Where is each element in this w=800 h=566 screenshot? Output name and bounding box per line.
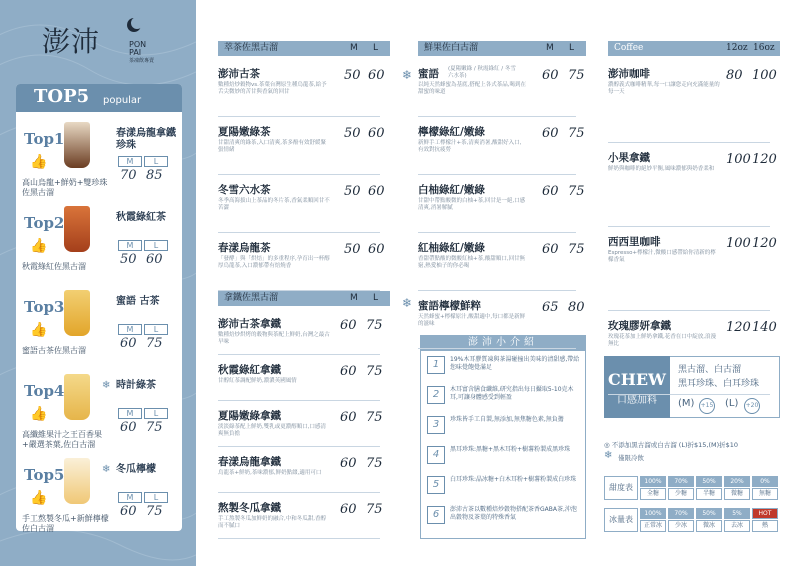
menu-item-desc: 冬季高海拔山上茶品的冬片茶,香氣柔順回甘不苦澀: [218, 198, 330, 211]
menu-item-desc: 新鮮手工檸檬汁+茶,清爽消暑,酸甜好入口,有效對抗疲勞: [418, 140, 522, 153]
row-divider: [218, 446, 380, 447]
menu-item-name: 檸檬綠紅/嫩綠: [418, 126, 485, 138]
col-m-label: M: [546, 43, 554, 53]
row-divider: [608, 310, 770, 311]
menu-item-desc: 淡淡綠茶配上鮮奶,雙乳或更濃醇順口,口感清爽無負擔: [218, 424, 326, 437]
menu-item-name: 秋霞綠紅拿鐵: [218, 364, 281, 376]
size-l-tag: L: [144, 156, 168, 167]
menu-item-desc: 「發酵」與「烘焙」的多重程序,孕育出一杯醇厚烏龍茶,入口濃郁帶有焙燒香: [218, 256, 330, 269]
chew-l-price: +20: [744, 398, 760, 414]
top-item-name: 春漾烏龍拿鐵珍珠: [116, 128, 176, 151]
top-price-l: 75: [146, 504, 163, 519]
menu-price-m: 65: [542, 300, 559, 315]
row-divider: [218, 354, 380, 355]
ice-table-header: 5%: [724, 508, 750, 519]
menu-price-l: 80: [568, 300, 585, 315]
sugar-table-label: 甜度表: [604, 476, 638, 500]
top-rank-label: Top2: [24, 214, 65, 232]
top-price-l: 75: [146, 420, 163, 435]
top-item-name: 蜜語 古茶: [116, 296, 160, 307]
menu-item-name: 西西里咖啡: [608, 236, 661, 248]
row-divider: [418, 290, 576, 291]
section-header-fruit: [418, 41, 586, 56]
sugar-table-value: 半糖: [696, 488, 722, 500]
drink-cup-image: [64, 374, 90, 420]
chew-l-label: (L): [725, 398, 739, 409]
top-price-m: 60: [120, 420, 137, 435]
thumbs-up-icon: 👍: [30, 490, 48, 506]
row-divider: [418, 174, 576, 175]
section-title: Coffee: [614, 43, 644, 53]
menu-price-m: 50: [344, 126, 361, 141]
top-item-desc: 蜜語古茶佐黑古溜: [22, 346, 86, 355]
top-price-m: 60: [120, 336, 137, 351]
menu-price-m: 50: [344, 242, 361, 257]
drink-cup-image: [64, 458, 90, 504]
intro-step-number: 6: [427, 506, 445, 524]
logo-moon-icon: [127, 18, 141, 32]
note-no-topping: ◎ 不添加黑古溜或白古溜 (L)折$15,(M)折$10: [604, 441, 739, 449]
ice-table-value: 少冰: [668, 520, 694, 532]
thumbs-up-icon: 👍: [30, 154, 48, 170]
sugar-table-header: 50%: [696, 476, 722, 487]
menu-item-name: 夏陽嫩綠拿鐵: [218, 410, 281, 422]
size-m-tag: M: [118, 156, 142, 167]
menu-item-name: 春漾烏龍拿鐵: [218, 456, 281, 468]
row-divider: [608, 394, 770, 395]
size-l-tag: L: [144, 240, 168, 251]
top-item-desc: 秋霞綠紅佐黑古溜: [22, 262, 86, 271]
col-l-label: L: [373, 43, 379, 53]
top-item-desc: 手工熬製冬瓜+新鮮檸檬佐白古溜: [22, 514, 109, 533]
size-l-tag: L: [144, 492, 168, 503]
row-divider: [418, 348, 576, 349]
top-rank-label: Top3: [24, 298, 65, 316]
menu-price-l: 75: [366, 364, 383, 379]
row-divider: [218, 232, 380, 233]
menu-price-l: 75: [568, 242, 585, 257]
sugar-table-header: 100%: [640, 476, 666, 487]
col-l-label: L: [373, 293, 379, 303]
menu-price-l: 75: [366, 456, 383, 471]
menu-item-tag: (夏陽嫩綠 / 秋霞綠紅 / 冬雪六水茶): [448, 66, 516, 79]
section-header-black-tea: [218, 41, 390, 56]
menu-price-l: 140: [752, 320, 777, 335]
menu-item-desc: 烏龍茶+鮮奶,茶味濃郁,鮮奶點綴,適用可口: [218, 470, 322, 476]
chew-title-cn: 口感加料: [617, 395, 657, 406]
top-item-desc: 高纖維果汁之王百香果+嚴選茶葉,佐白古溜: [22, 430, 102, 449]
menu-price-l: 75: [568, 68, 585, 83]
row-divider: [218, 290, 380, 291]
menu-item-name: 夏陽嫩綠茶: [218, 126, 271, 138]
menu-price-m: 50: [344, 68, 361, 83]
brand-name: 澎沛: [42, 25, 101, 58]
snowflake-icon: ❄: [604, 450, 613, 461]
menu-price-l: 120: [752, 152, 777, 167]
size-l-tag: L: [144, 408, 168, 419]
col-m-label: M: [350, 293, 358, 303]
section-title: 拿鐵佐黑古溜: [224, 293, 279, 303]
menu-item-desc: 甘甜清爽的綠茶,入口清爽,茶多酚有效舒緩緊張情緒: [218, 140, 326, 153]
row-divider: [608, 142, 770, 143]
top-rank-label: Top4: [24, 382, 65, 400]
menu-price-m: 50: [344, 184, 361, 199]
intro-step-text: 澎沛古茶以數種焙炒穀物搭配茶香GABA茶,沖泡出穀物及茶葉的特殊香氣: [450, 506, 577, 521]
menu-price-m: 60: [340, 502, 357, 517]
menu-item-name: 春漾烏龍茶: [218, 242, 271, 254]
menu-price-l: 60: [368, 126, 385, 141]
menu-item-name: 蜜語檸檬鮮粹: [418, 300, 481, 312]
row-divider: [218, 400, 380, 401]
menu-price-l: 100: [752, 68, 777, 83]
sugar-table-value: 無糖: [752, 488, 778, 500]
row-divider: [418, 116, 576, 117]
intro-step-text: 黑耳珍珠:黑糖+黑木耳粉+樹薯粉製成黑珍珠: [450, 446, 571, 453]
intro-step-number: 1: [427, 356, 445, 374]
menu-item-desc: 甘甜中帶點酸微的白柚+茶,回甘是一絕,口感清爽,消暑解膩: [418, 198, 526, 211]
menu-price-m: 60: [542, 68, 559, 83]
size-m-tag: M: [118, 324, 142, 335]
top-price-m: 50: [120, 252, 137, 267]
menu-item-desc: 天然蜂蜜+檸檬原汁,酸甜適中,每口都是新鮮的滋味: [418, 314, 526, 327]
menu-item-name: 熬製冬瓜拿鐵: [218, 502, 281, 514]
menu-price-m: 60: [340, 318, 357, 333]
top-price-l: 85: [146, 168, 163, 183]
chew-line1: 黑古溜、白古溜: [678, 365, 742, 375]
top-price-m: 60: [120, 504, 137, 519]
top-item-name: 秋霞綠紅茶: [116, 212, 166, 223]
row-divider: [218, 538, 380, 539]
top5-title: TOP5: [34, 86, 90, 107]
sugar-table-header: 0%: [752, 476, 778, 487]
brand-en-1: PON: [129, 40, 147, 49]
top-item-desc: 高山烏龍+鮮奶+雙珍珠佐黑古溜: [22, 178, 108, 197]
chew-label-block: [604, 356, 670, 418]
snowflake-icon: ❄: [102, 464, 111, 475]
ice-table-value: 去冰: [724, 520, 750, 532]
chew-m-price: +15: [699, 398, 715, 414]
menu-price-l: 75: [366, 318, 383, 333]
snowflake-icon: ❄: [402, 296, 413, 310]
ice-table-header: 50%: [696, 508, 722, 519]
row-divider: [608, 226, 770, 227]
row-divider: [218, 174, 380, 175]
menu-price-l: 75: [366, 410, 383, 425]
top-item-name: 時計綠茶: [116, 380, 156, 391]
drink-cup-image: [64, 290, 90, 336]
menu-price-m: 60: [340, 364, 357, 379]
menu-price-m: 80: [726, 68, 743, 83]
menu-item-name: 澎沛咖啡: [608, 68, 650, 80]
sugar-table-value: 微糖: [724, 488, 750, 500]
top-price-l: 75: [146, 336, 163, 351]
sugar-table-header: 20%: [724, 476, 750, 487]
top-price-m: 70: [120, 168, 137, 183]
ice-table-value: 微冰: [696, 520, 722, 532]
row-divider: [418, 232, 576, 233]
menu-price-m: 120: [726, 320, 751, 335]
menu-price-m: 60: [542, 184, 559, 199]
section-header-coffee: [608, 41, 780, 56]
menu-price-m: 60: [542, 126, 559, 141]
intro-step-number: 5: [427, 476, 445, 494]
menu-item-desc: 數種焙炒穀物vs.茶葉台灣原生種烏龍茶,給予舌尖微妙的苦甘與香氣的回甘: [218, 82, 327, 95]
top-price-l: 60: [146, 252, 163, 267]
intro-step-text: 19%木耳膠質凍與茶湯碰撞出美味的清甜感,帶給您味覺飽覺滿足: [450, 356, 580, 371]
menu-price-l: 75: [366, 502, 383, 517]
drink-cup-image: [64, 122, 90, 168]
menu-price-l: 75: [568, 184, 585, 199]
section-title: 萃茶佐黑古溜: [224, 43, 279, 53]
note-cold-only: 僅限冷飲: [618, 454, 644, 462]
menu-item-desc: 濃醇義式咖啡精華,每一口讓您走向充滿能量的每一天: [608, 82, 720, 95]
thumbs-up-icon: 👍: [30, 322, 48, 338]
intro-step-text: 木耳富含膳食纖維,研究指出每日攝取5-10克木耳,可讓身體感受到輕盈: [450, 386, 574, 401]
ice-table-value: 正常冰: [640, 520, 666, 532]
menu-item-desc: 甘醇紅茶調配鮮奶,濃濃英國風情: [218, 378, 297, 384]
col-m-label: 12oz: [726, 43, 748, 53]
chew-m-label: (M): [678, 398, 695, 409]
section-title: 鮮果佐白古溜: [424, 43, 479, 53]
menu-item-desc: 手工熬製冬瓜加鮮奶的融合,中和冬瓜甜,香醇而不膩口: [218, 516, 326, 529]
menu-price-m: 100: [726, 236, 751, 251]
drink-cup-image: [64, 206, 90, 252]
menu-price-l: 60: [368, 68, 385, 83]
intro-step-text: 珍珠皆手工自製,無添加,無焦糖色素,無負擔: [450, 416, 564, 423]
menu-item-name: 紅柚綠紅/嫩綠: [418, 242, 485, 254]
menu-item-desc: 數種焙炒烘烤的穀物與茶配上鮮奶,台灣之最古早味: [218, 332, 330, 345]
ice-table-header: 100%: [640, 508, 666, 519]
intro-step-number: 3: [427, 416, 445, 434]
top-rank-label: Top5: [24, 466, 65, 484]
menu-price-l: 60: [368, 184, 385, 199]
size-m-tag: M: [118, 240, 142, 251]
size-m-tag: M: [118, 492, 142, 503]
menu-price-l: 75: [568, 126, 585, 141]
col-l-label: L: [569, 43, 575, 53]
ice-table-header: 70%: [668, 508, 694, 519]
menu-item-desc: 玫瑰花茶加上鮮奶拿鐵,花香在口中綻放,浪漫無比: [608, 334, 716, 347]
menu-price-m: 100: [726, 152, 751, 167]
sugar-table-value: 少糖: [668, 488, 694, 500]
menu-item-name: 澎沛古茶: [218, 68, 260, 80]
menu-item-desc: 鮮奶與咖啡的絕妙平衡,風味濃郁與奶香柔和: [608, 166, 715, 172]
section-header-latte: [218, 291, 390, 306]
menu-item-desc: 以純天然蜂蜜為基底,搭配上各式茶品,喝到在甜蜜的味道: [418, 82, 526, 95]
col-m-label: M: [350, 43, 358, 53]
row-divider: [218, 116, 380, 117]
intro-title: 澎沛小介紹: [420, 335, 586, 351]
menu-item-name: 小果拿鐵: [608, 152, 650, 164]
menu-price-l: 120: [752, 236, 777, 251]
menu-item-name: 澎沛古茶拿鐵: [218, 318, 281, 330]
row-divider: [218, 492, 380, 493]
snowflake-icon: ❄: [402, 68, 413, 82]
ice-table-value: 熱: [752, 520, 778, 532]
chew-title-en: CHEW: [607, 370, 666, 389]
size-l-tag: L: [144, 324, 168, 335]
menu-item-desc: 香甜帶點酸的微酸紅柚+茶,酸甜順口,回甘無窮,熱愛柚子的你必喝: [418, 256, 526, 269]
top5-subtitle: popular: [103, 95, 142, 106]
menu-item-name: 冬雪六水茶: [218, 184, 271, 196]
menu-item-name: 玫瑰膠妍拿鐵: [608, 320, 671, 332]
intro-step-text: 白耳珍珠:晶冰糖+白木耳粉+樹薯粉製成白珍珠: [450, 476, 577, 483]
size-m-tag: M: [118, 408, 142, 419]
intro-step-number: 4: [427, 446, 445, 464]
snowflake-icon: ❄: [102, 380, 111, 391]
top-rank-label: Top1: [24, 130, 65, 148]
menu-item-name: 蜜語: [418, 68, 439, 80]
menu-price-m: 60: [340, 456, 357, 471]
sugar-table-value: 全糖: [640, 488, 666, 500]
menu-price-l: 60: [368, 242, 385, 257]
thumbs-up-icon: 👍: [30, 238, 48, 254]
menu-price-m: 60: [542, 242, 559, 257]
brand-en-2: PAI: [129, 48, 142, 57]
top-item-name: 冬瓜檸檬: [116, 464, 156, 475]
chew-line2: 黑耳珍珠、白耳珍珠: [678, 379, 760, 389]
menu-price-m: 60: [340, 410, 357, 425]
ice-table-label: 冰量表: [604, 508, 638, 532]
ice-table-header: HOT: [752, 508, 778, 519]
col-l-label: 16oz: [753, 43, 775, 53]
menu-item-desc: Espresso+檸檬汁,微酸口感帶給你清新的檸檬香氣: [608, 250, 716, 263]
brand-tagline: 茶凍飲專賣: [129, 58, 155, 64]
thumbs-up-icon: 👍: [30, 406, 48, 422]
menu-item-name: 白柚綠紅/嫩綠: [418, 184, 485, 196]
intro-step-number: 2: [427, 386, 445, 404]
sugar-table-header: 70%: [668, 476, 694, 487]
